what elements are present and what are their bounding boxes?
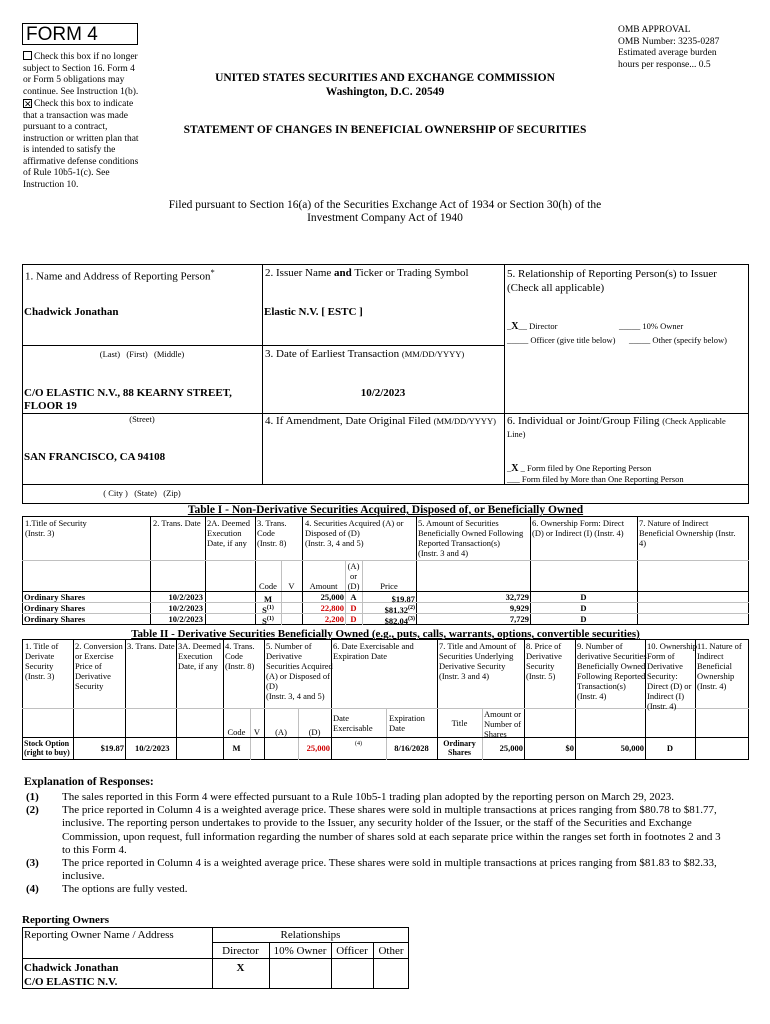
t2-h8: 8. Price of Derivative Security (Instr. 5) — [526, 641, 562, 681]
director-option: _X__ Director — [507, 321, 558, 332]
street-line2: FLOOR 19 — [24, 400, 77, 412]
statement-title: STATEMENT OF CHANGES IN BENEFICIAL OWNERSHIP OF SECURITIES — [183, 124, 587, 136]
city-state-zip: SAN FRANCISCO, CA 94108 — [24, 451, 166, 463]
t1-h6: 6. Ownership Form: Direct (D) or Indirect (I) (Instr. 4) — [532, 518, 625, 538]
table1-title: Table I - Non-Derivative Securities Acquired, Disposed of, or Beneficially Owned — [187, 504, 584, 516]
t1-sub-ad: (A) or (D) — [347, 561, 360, 591]
t1-sub-amount: Amount — [309, 581, 338, 591]
t1-h4: 4. Securities Acquired (A) or Disposed of (D) (Instr. 3, 4 and 5) — [305, 518, 404, 548]
filed-pursuant-line1: Filed pursuant to Section 16(a) of the Securities Exchange Act of 1934 or Section 30(h) of the — [168, 199, 602, 211]
t1-h5: 5. Amount of Securities Beneficially Owned Following Reported Transaction(s) (Instr. 3 and 4) — [418, 518, 524, 558]
t2-h3a: 3A. Deemed Execution Date, if any — [178, 641, 221, 671]
owner-name: Chadwick Jonathan — [24, 962, 119, 974]
t2-h10: 10. Ownership Form of Derivative Security: Direct (D) or Indirect (I) (Instr. 4) — [647, 641, 698, 711]
agency-name: UNITED STATES SECURITIES AND EXCHANGE COMMISSION — [215, 72, 555, 84]
t1-h3: 3. Trans. Code (Instr. 8) — [257, 518, 287, 548]
t2-h4: 4. Trans. Code (Instr. 8) — [225, 641, 255, 671]
t2-h11: 11. Nature of Indirect Beneficial Ownership (Instr. 4) — [697, 641, 742, 691]
owner-director-mark: X — [236, 962, 245, 974]
t1-h2a: 2A. Deemed Execution Date, if any — [207, 518, 250, 548]
t2-sub-amount: Amount or Number of Shares — [484, 709, 522, 739]
city-sublabel: ( City ) (State) (Zip) — [103, 488, 181, 498]
footnote-2: (2) The price reported in Column 4 is a weighted average price. These shares were sold in multiple transactions at prices ranging from $80.78 to $81.77, inclusive. The reporting person undertakes to provide to the Issuer, any security holder of the Issuer, or the staff of the Securities and Exchange Commission, upon request, full information regarding the number of shares sold at each separate price within the ranges set forth in footnotes 2 and 3 to this Form 4. — [26, 804, 721, 856]
t2-sub-v: V — [253, 727, 261, 737]
t2-h7: 7. Title and Amount of Securities Underlying Derivative Security (Instr. 3 and 4) — [439, 641, 517, 681]
t2-sub-d: (D) — [308, 727, 321, 737]
t2-h1: 1. Title of Derivate Security (Instr. 3) — [25, 641, 59, 681]
t2-sub-expiration: Expiration Date — [389, 713, 425, 733]
footnote-3: (3) The price reported in Column 4 is a weighted average price. These shares were sold in multiple transactions at prices ranging from $81.83 to $82.33, inclusive. — [26, 857, 717, 883]
t1-h2: 2. Trans. Date — [153, 518, 201, 528]
box4-label: 4. If Amendment, Date Original Filed (MM/DD/YYYY) — [265, 415, 496, 427]
box6-label: 6. Individual or Joint/Group Filing (Check Applicable Line) — [507, 415, 726, 439]
t1-h7: 7. Nature of Indirect Beneficial Ownership (Instr. 4) — [639, 518, 736, 548]
t2-sub-title: Title — [451, 718, 468, 728]
table2-title: Table II - Derivative Securities Beneficially Owned (e.g., puts, calls, warrants, options, convertible securities) — [131, 628, 640, 640]
t2-h3: 3. Trans. Date — [127, 641, 175, 651]
t2-sub-a: (A) — [275, 727, 287, 737]
t1-h1: 1.Title of Security (Instr. 3) — [25, 518, 87, 538]
street-sublabel: (Street) — [129, 414, 155, 424]
filed-pursuant-line2: Investment Company Act of 1940 — [307, 212, 463, 224]
box1-label: 1. Name and Address of Reporting Person* — [25, 267, 215, 283]
one-person-option: _X _ Form filed by One Reporting Person — [507, 463, 652, 474]
owners-col-tenpct: 10% Owner — [273, 945, 327, 957]
owners-col-officer: Officer — [336, 945, 368, 957]
rule10b5-checkbox[interactable]: ✕ — [24, 99, 32, 109]
agency-location: Washington, D.C. 20549 — [325, 86, 445, 98]
rule10b5-checkbox-block: ✕ Check this box to indicate that a transaction was made pursuant to a contract, instruction or written plan that is intended to satisfy the affirmative defense conditions of Rule 10b5-1(c). See Instruction 10. — [23, 99, 139, 190]
t1-sub-v: V — [288, 581, 295, 591]
earliest-transaction-date: 10/2/2023 — [360, 387, 406, 399]
owner-address: C/O ELASTIC N.V. — [24, 976, 118, 988]
name-sublabel: (Last) (First) (Middle) — [99, 349, 185, 359]
explanation-title: Explanation of Responses: — [24, 776, 154, 788]
t1-sub-price: Price — [380, 581, 398, 591]
tenpct-option: _____ 10% Owner — [619, 321, 684, 331]
omb-approval: OMB APPROVAL OMB Number: 3235-0287 Estimated average burden hours per response... 0.5 — [618, 25, 720, 70]
footnote-1: (1) The sales reported in this Form 4 were effected pursuant to a Rule 10b5-1 trading plan adopted by the reporting person on March 29, 2023. — [26, 791, 674, 803]
street-line1: C/O ELASTIC N.V., 88 KEARNY STREET, — [24, 387, 232, 399]
box5-label: 5. Relationship of Reporting Person(s) to Issuer (Check all applicable) — [507, 268, 717, 294]
footnote-4: (4) The options are fully vested. — [26, 883, 188, 895]
reporting-owners-title: Reporting Owners — [22, 914, 110, 926]
more-person-option: ___ Form filed by More than One Reporting Person — [507, 474, 684, 484]
box2-label: 2. Issuer Name and Ticker or Trading Symbol — [265, 267, 469, 279]
t2-h5: 5. Number of Derivative Securities Acquired (A) or Disposed of (D) (Instr. 3, 4 and 5) — [266, 641, 333, 701]
t2-h2: 2. Conversion or Exercise Price of Derivative Security — [75, 641, 123, 691]
reporting-person-name: Chadwick Jonathan — [24, 306, 119, 318]
other-option: _____ Other (specify below) — [629, 335, 727, 345]
owners-col-relationships: Relationships — [280, 929, 341, 941]
t2-h6: 6. Date Exercisable and Expiration Date — [333, 641, 414, 661]
section16-checkbox[interactable] — [23, 51, 32, 60]
t1-sub-code: Code — [259, 581, 277, 591]
owners-col-other: Other — [378, 945, 404, 957]
form-title-box — [22, 23, 138, 45]
box3-label: 3. Date of Earliest Transaction (MM/DD/YYYY) — [265, 348, 465, 360]
issuer-name: Elastic N.V. [ ESTC ] — [264, 306, 363, 318]
owners-col-director: Director — [222, 945, 259, 957]
form-title: FORM 4 — [26, 24, 98, 45]
t2-sub-exercisable: Date Exercisable — [333, 713, 373, 733]
owners-col-name: Reporting Owner Name / Address — [24, 929, 174, 941]
officer-option: _____ Officer (give title below) — [507, 335, 616, 345]
section16-checkbox-block: Check this box if no longer subject to Section 16. Form 4 or Form 5 obligations may continue. See Instruction 1(b). — [23, 52, 139, 97]
t2-sub-code: Code — [227, 727, 246, 737]
t2-h9: 9. Number of derivative Securities Beneficially Owned Following Reported Transaction(s) (Instr. 4) — [577, 641, 647, 701]
